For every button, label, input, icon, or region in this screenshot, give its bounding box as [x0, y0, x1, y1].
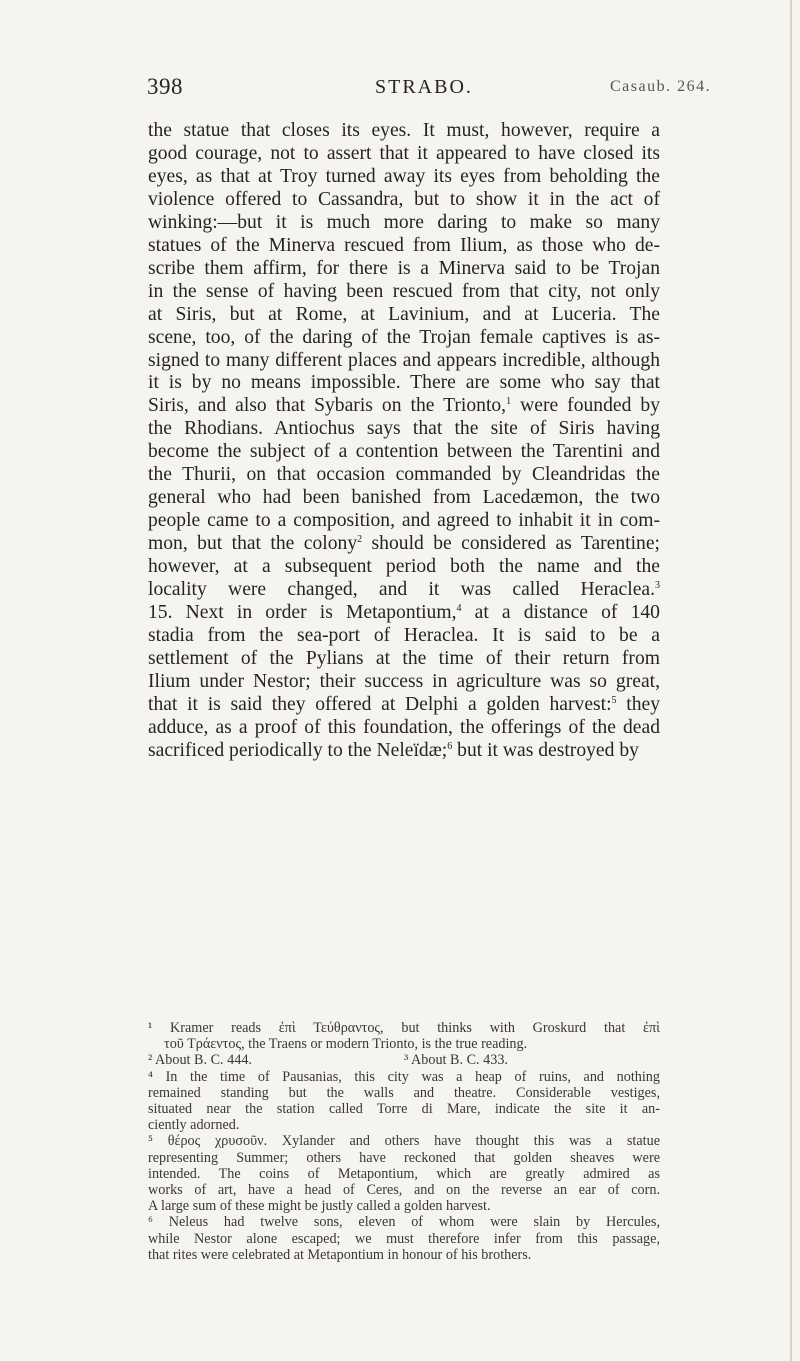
main-text [148, 120, 660, 763]
footnote-5-line: ⁵ θέρος χρυσοῦν. Xylander and others have thought this was a statue [148, 1133, 660, 1150]
text-run: were founded by [511, 395, 660, 417]
page-number: 398 [147, 74, 183, 99]
footnote-row [148, 1052, 660, 1068]
text-line [148, 120, 660, 143]
text-run: violence offered to Cassandra, but to show it in the act of [148, 188, 660, 210]
text-run: signed to many different places and appears incredible, although [148, 349, 660, 371]
running-title: STRABO. [375, 76, 473, 98]
text-line [148, 579, 660, 602]
text-run: 15. Next in order is Metapontium, [148, 602, 457, 624]
text-run: but it was destroyed by [452, 739, 639, 761]
text-line [148, 304, 660, 327]
footnotes [148, 1020, 660, 1263]
text-run: they [616, 693, 660, 715]
text-line [148, 235, 660, 258]
text-run: adduce, as a proof of this foundation, the offerings of the dead [148, 716, 660, 738]
text-line [148, 212, 660, 235]
footnote-marker: 2 [357, 534, 363, 546]
footnote-6-line: while Nestor alone escaped; we must therefore infer from this passage, [148, 1230, 660, 1247]
text-run: good courage, not to assert that it appeared to have closed its [148, 142, 660, 164]
text-line [148, 556, 660, 579]
text-run: at Siris, but at Rome, at Lavinium, and at Luceria. The [148, 303, 660, 325]
footnote-2: ² About B. C. 444. [148, 1052, 252, 1069]
text-run: become the subject of a contention between the Tarentini and [148, 441, 660, 463]
text-run: winking:—but it is much more daring to make so many [148, 211, 660, 233]
footnote-4-line: remained standing but the walls and theatre. Considerable vestiges, [148, 1084, 660, 1101]
footnote-5-line: representing Summer; others have reckoned that golden sheaves were [148, 1149, 660, 1166]
text-run: the Rhodians. Antiochus says that the site of Siris having [148, 418, 660, 440]
text-line [148, 418, 660, 441]
casaubon-reference: Casaub. 264. [610, 78, 712, 95]
footnote-4-line: ciently adorned. [148, 1117, 240, 1134]
text-line [148, 372, 660, 395]
footnote-5-line: works of art, have a head of Ceres, and on the reverse an ear of corn. [148, 1182, 660, 1199]
text-run: it is by no means impossible. There are some who say that [148, 372, 660, 394]
text-run: the statue that closes its eyes. It must, however, require a [148, 120, 660, 141]
footnote-1-line: ¹ Kramer reads ἐπὶ Τεύθραντος, but thinks with Groskurd that ἐπὶ [148, 1020, 660, 1036]
text-run: scribe them affirm, for there is a Minerva said to be Trojan [148, 257, 660, 279]
text-line [148, 395, 660, 418]
text-run: eyes, as that at Troy turned away its eyes from beholding the [148, 165, 660, 187]
footnote-4-line: ⁴ In the time of Pausanias, this city was a heap of ruins, and nothing [148, 1068, 660, 1085]
text-run: locality were changed, and it was called Heraclea. [148, 579, 655, 601]
text-line [148, 602, 660, 625]
text-line [148, 350, 660, 373]
text-run: stadia from the sea-port of Heraclea. It is said to be a [148, 624, 660, 646]
text-line [148, 189, 660, 212]
footnote-marker: 3 [655, 580, 660, 592]
footnote-6-line: that rites were celebrated at Metapontium in honour of his brothers. [148, 1246, 532, 1263]
text-line [148, 625, 660, 648]
text-line [148, 648, 660, 671]
text-line [148, 143, 660, 166]
text-line [148, 464, 660, 487]
text-line [148, 533, 660, 556]
text-run: however, at a subsequent period both the name and the [148, 556, 660, 578]
text-run: Siris, and also that Sybaris on the Trionto, [148, 395, 507, 417]
footnote-5-line: A large sum of these might be justly called a golden harvest. [148, 1198, 491, 1215]
text-line [148, 671, 660, 694]
text-line [148, 487, 660, 510]
text-line [148, 327, 660, 350]
text-line [148, 166, 660, 189]
footnote-1-line: τοῦ Τράεντος, the Traens or modern Trionto, is the true reading. [164, 1036, 528, 1053]
text-run: should be considered as Tarentine; [362, 533, 660, 555]
text-line [148, 694, 660, 717]
footnote-5-line: intended. The coins of Metapontium, which are greatly admired as [148, 1165, 660, 1182]
text-run: scene, too, of the daring of the Trojan female captives is as- [148, 326, 660, 348]
footnote-marker: 4 [456, 603, 462, 615]
footnote-marker: 6 [447, 740, 453, 752]
text-run: people came to a composition, and agreed to inhabit it in com- [148, 510, 660, 532]
text-line [148, 510, 660, 533]
page-edge-shadow [790, 0, 792, 1361]
footnote-marker: 5 [611, 694, 617, 706]
text-run: at a distance of 140 [461, 602, 660, 624]
footnote-3: ³ About B. C. 433. [404, 1052, 508, 1069]
text-line [148, 740, 660, 763]
running-header [0, 74, 800, 110]
footnote-6-line: ⁶ Neleus had twelve sons, eleven of whom were slain by Hercules, [148, 1214, 660, 1231]
text-line [148, 441, 660, 464]
text-run: sacrificed periodically to the Neleïdæ; [148, 739, 448, 761]
text-line [148, 717, 660, 740]
text-run: settlement of the Pylians at the time of their return from [148, 647, 660, 669]
text-run: the Thurii, on that occasion commanded by Cleandridas the [148, 464, 660, 486]
text-run: mon, but that the colony [148, 533, 358, 555]
text-run: general who had been banished from Lacedæmon, the two [148, 487, 660, 509]
footnote-marker: 1 [506, 396, 512, 408]
footnote-4-line: situated near the station called Torre di Mare, indicate the site it an- [148, 1101, 660, 1118]
text-run: in the sense of having been rescued from that city, not only [148, 280, 660, 302]
text-run: that it is said they offered at Delphi a golden harvest: [148, 693, 612, 715]
text-line [148, 281, 660, 304]
text-run: statues of the Minerva rescued from Ilium, as those who de- [148, 234, 660, 256]
text-run: Ilium under Nestor; their success in agriculture was so great, [148, 670, 660, 692]
text-line [148, 258, 660, 281]
